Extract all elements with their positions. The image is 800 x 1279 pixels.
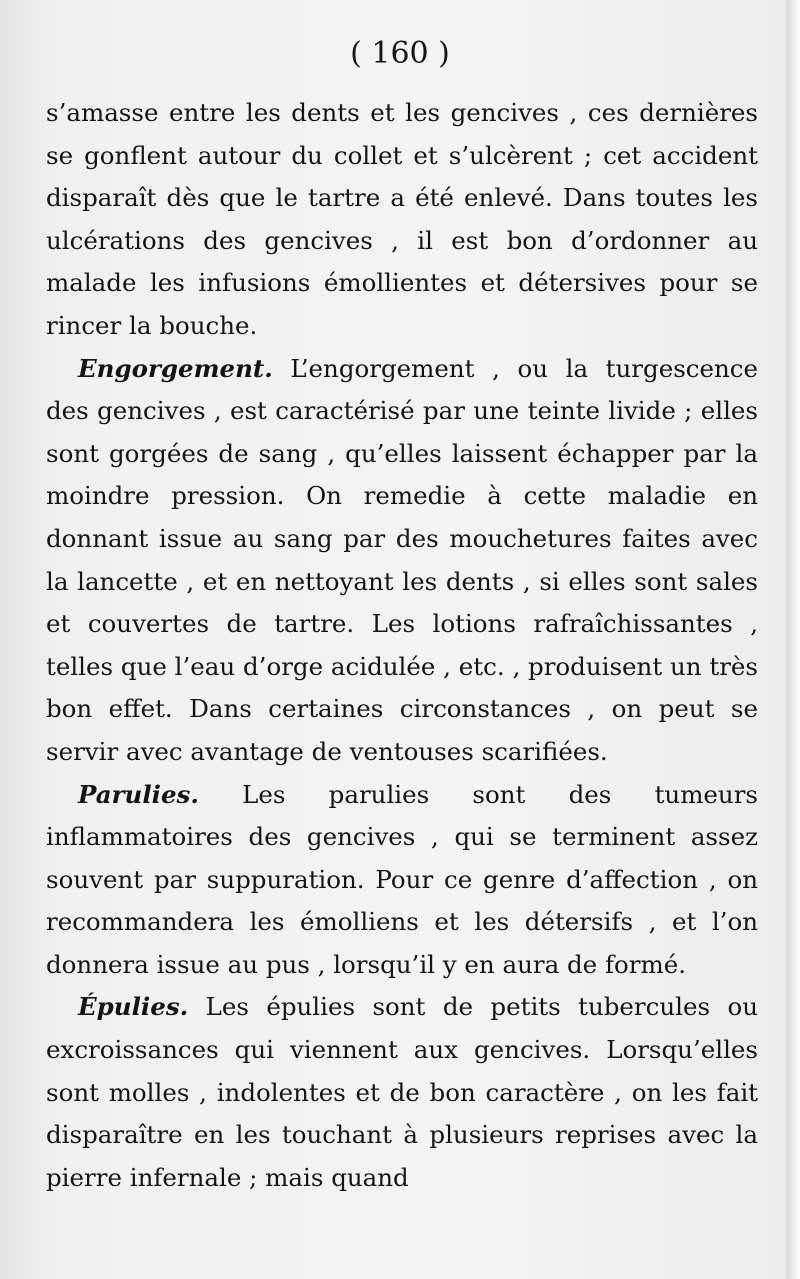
paragraph-text: s’amasse entre les dents et les gencives , ces dernières se gonflent autour du collet et s’ulcèrent ; cet accident disparaît dès que le tartre a été enlevé. Dans toutes les ulcérations des gencives , il est bon d’ordonner au malade les infusions émollientes et détersives pour se rincer la bouche. [46,98,758,340]
paragraph-engorgement [46,348,758,774]
paragraph-text: Les parulies sont des tumeurs inflammatoires des gencives , qui se terminent assez souvent par suppuration. Pour ce genre d’affection , on recommandera les émolliens et les détersifs , et l’on donnera issue au pus , lorsqu’il y en aura de formé. [46,779,758,979]
paragraph-text: L’engorgement , ou la turgescence des gencives , est caractérisé par une teinte livide ; elles sont gorgées de sang , qu’elles laissent échapper par la moindre pression. On remedie à cette maladie en donnant issue au sang par des mouchetures faites avec la lancette , et en nettoyant les dents , si elles sont sales et couvertes de tartre. Les lotions rafraîchissantes , telles que l’eau d’orge acidulée , etc. , produisent un très bon effet. Dans certaines circonstances , on peut se servir avec avantage de ventouses scarifiées. [46,353,758,766]
section-heading-parulies: Parulies. [78,779,199,809]
page-edge [786,0,800,1279]
paragraph-continuation [46,92,758,348]
page-number: ( 160 ) [350,36,450,71]
paragraph-parulies [46,774,758,987]
paragraph-text: Les épulies sont de petits tubercules ou excroissances qui viennent aux gencives. Lorsqu’elles sont molles , indolentes et de bon caractère , on les fait disparaître en les touchant à plusieurs reprises avec la pierre infernale ; mais quand [46,992,758,1192]
body-text [46,92,758,1199]
section-heading-engorgement: Engorgement. [78,353,273,383]
paragraph-epulies [46,986,758,1199]
section-heading-epulies: Épulies. [78,992,189,1022]
